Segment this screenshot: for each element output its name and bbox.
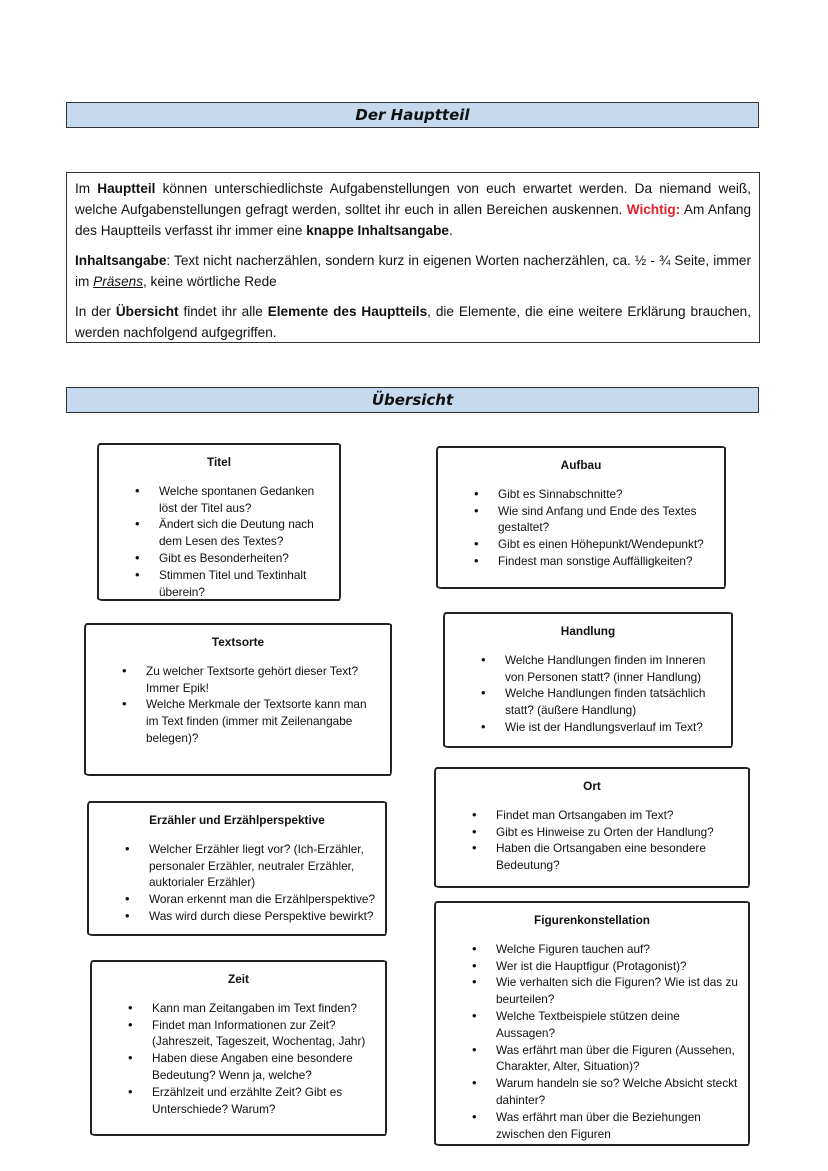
list-item: • Welche Handlungen finden im Inneren von Personen statt? (inner Handlung) (445, 652, 731, 686)
card-list (92, 1000, 385, 1118)
card-figurenkonstellation (434, 901, 750, 1146)
text: , keine wörtliche Rede (143, 274, 277, 289)
important-label: Wichtig: (626, 202, 681, 217)
card-title: Handlung (560, 624, 616, 638)
emphasis-term: Präsens (93, 274, 143, 289)
card-list (89, 841, 385, 925)
card-title: Figurenkonstellation (533, 913, 650, 927)
list-item: • Stimmen Titel und Textinhalt überein? (99, 567, 339, 601)
card-titel (97, 443, 341, 601)
card-title: Ort (583, 779, 601, 793)
card-list (436, 941, 748, 1143)
card-title: Erzähler und Erzählperspektive (149, 813, 325, 827)
card-aufbau (436, 446, 726, 589)
list-item: • Erzählzeit und erzählte Zeit? Gibt es Unterschiede? Warum? (92, 1084, 385, 1118)
card-title: Textsorte (211, 635, 265, 649)
text: . (448, 223, 453, 238)
intro-paragraph-2 (75, 250, 751, 292)
card-list (436, 807, 748, 874)
list-item: • Gibt es einen Höhepunkt/Wendepunkt? (438, 536, 724, 553)
text: Am Anfang des Hauptteils verfasst ihr immer eine (75, 202, 752, 238)
card-list (445, 652, 731, 736)
text: : Text nicht nacherzählen, sondern kurz in eigenen Worten nacherzählen, ca. ½ - ¾ Seite, immer im (75, 253, 751, 289)
list-item: • Welche spontanen Gedanken löst der Titel aus? (99, 483, 339, 517)
list-item: • Gibt es Hinweise zu Orten der Handlung? (436, 824, 748, 841)
bold-term: knappe Inhaltsangabe (306, 223, 449, 238)
list-item: • Findest man sonstige Auffälligkeiten? (438, 553, 724, 570)
text: , die Elemente, die eine weitere Erklärung brauchen, werden nachfolgend aufgegriffen. (75, 304, 751, 340)
list-item: • Ändert sich die Deutung nach dem Lesen des Textes? (99, 516, 339, 550)
text: In der (75, 304, 116, 319)
bold-term: Hauptteil (97, 181, 156, 196)
text: findet ihr alle (178, 304, 268, 319)
list-item: • Wer ist die Hauptfigur (Protagonist)? (436, 958, 748, 975)
text: Im (75, 181, 98, 196)
card-title: Titel (206, 455, 232, 469)
card-list (438, 486, 724, 570)
list-item: • Zu welcher Textsorte gehört dieser Text? Immer Epik! (86, 663, 390, 697)
list-item: • Welche Textbeispiele stützen deine Aussagen? (436, 1008, 748, 1042)
list-item: • Findet man Informationen zur Zeit?(Jahreszeit, Tageszeit, Wochentag, Jahr) (92, 1017, 385, 1051)
card-ort (434, 767, 750, 888)
card-textsorte (84, 623, 392, 776)
intro-paragraph-1 (75, 178, 751, 241)
bold-term: Übersicht (115, 304, 179, 319)
list-item: • Gibt es Besonderheiten? (99, 550, 339, 567)
section-title: Übersicht (371, 391, 454, 409)
list-item: • Gibt es Sinnabschnitte? (438, 486, 724, 503)
list-item: • Was erfährt man über die Figuren (Aussehen, Charakter, Alter, Situation)? (436, 1042, 748, 1076)
bold-term: Inhaltsangabe (75, 253, 167, 268)
text: können unterschiedlichste Aufgabenstellungen von euch erwartet werden. Da niemand weiß, welche Aufgabenstellungen gefragt werden, solltet ihr euch in allen Bereichen auskennen. (75, 181, 751, 217)
intro-paragraph-3 (75, 301, 751, 343)
list-item: • Wie ist der Handlungsverlauf im Text? (445, 719, 731, 736)
card-title: Aufbau (560, 458, 602, 472)
intro-box (66, 172, 760, 343)
card-list (86, 663, 390, 747)
list-item: • Welcher Erzähler liegt vor? (Ich-Erzähler, personaler Erzähler, neutraler Erzähler, auktorialer Erzähler) (89, 841, 385, 891)
list-item: • Woran erkennt man die Erzählperspektive? (89, 891, 385, 908)
card-title: Zeit (228, 972, 249, 986)
list-item: • Was erfährt man über die Beziehungen zwischen den Figuren (436, 1109, 748, 1143)
card-zeit (90, 960, 387, 1136)
list-item: • Findet man Ortsangaben im Text? (436, 807, 748, 824)
list-item: • Wie sind Anfang und Ende des Textes gestaltet? (438, 503, 724, 537)
list-item: • Was wird durch diese Perspektive bewirkt? (89, 908, 385, 925)
list-item: • Haben die Ortsangaben eine besondere Bedeutung? (436, 840, 748, 874)
list-item: • Kann man Zeitangaben im Text finden? (92, 1000, 385, 1017)
section-header-uebersicht (66, 387, 759, 413)
card-list (99, 483, 339, 601)
card-erzaehler (87, 801, 387, 936)
bold-term: Elemente des Hauptteils (267, 304, 428, 319)
list-item: • Welche Merkmale der Textsorte kann man im Text finden (immer mit Zeilenangabe belegen)? (86, 696, 390, 746)
section-header-hauptteil (66, 102, 759, 128)
list-item: • Wie verhalten sich die Figuren? Wie ist das zu beurteilen? (436, 974, 748, 1008)
list-item: • Welche Handlungen finden tatsächlich statt? (äußere Handlung) (445, 685, 731, 719)
section-title: Der Hauptteil (355, 106, 470, 124)
list-item: • Welche Figuren tauchen auf? (436, 941, 748, 958)
list-item: • Haben diese Angaben eine besondere Bedeutung? Wenn ja, welche? (92, 1050, 385, 1084)
list-item: • Warum handeln sie so? Welche Absicht steckt dahinter? (436, 1075, 748, 1109)
card-handlung (443, 612, 733, 748)
